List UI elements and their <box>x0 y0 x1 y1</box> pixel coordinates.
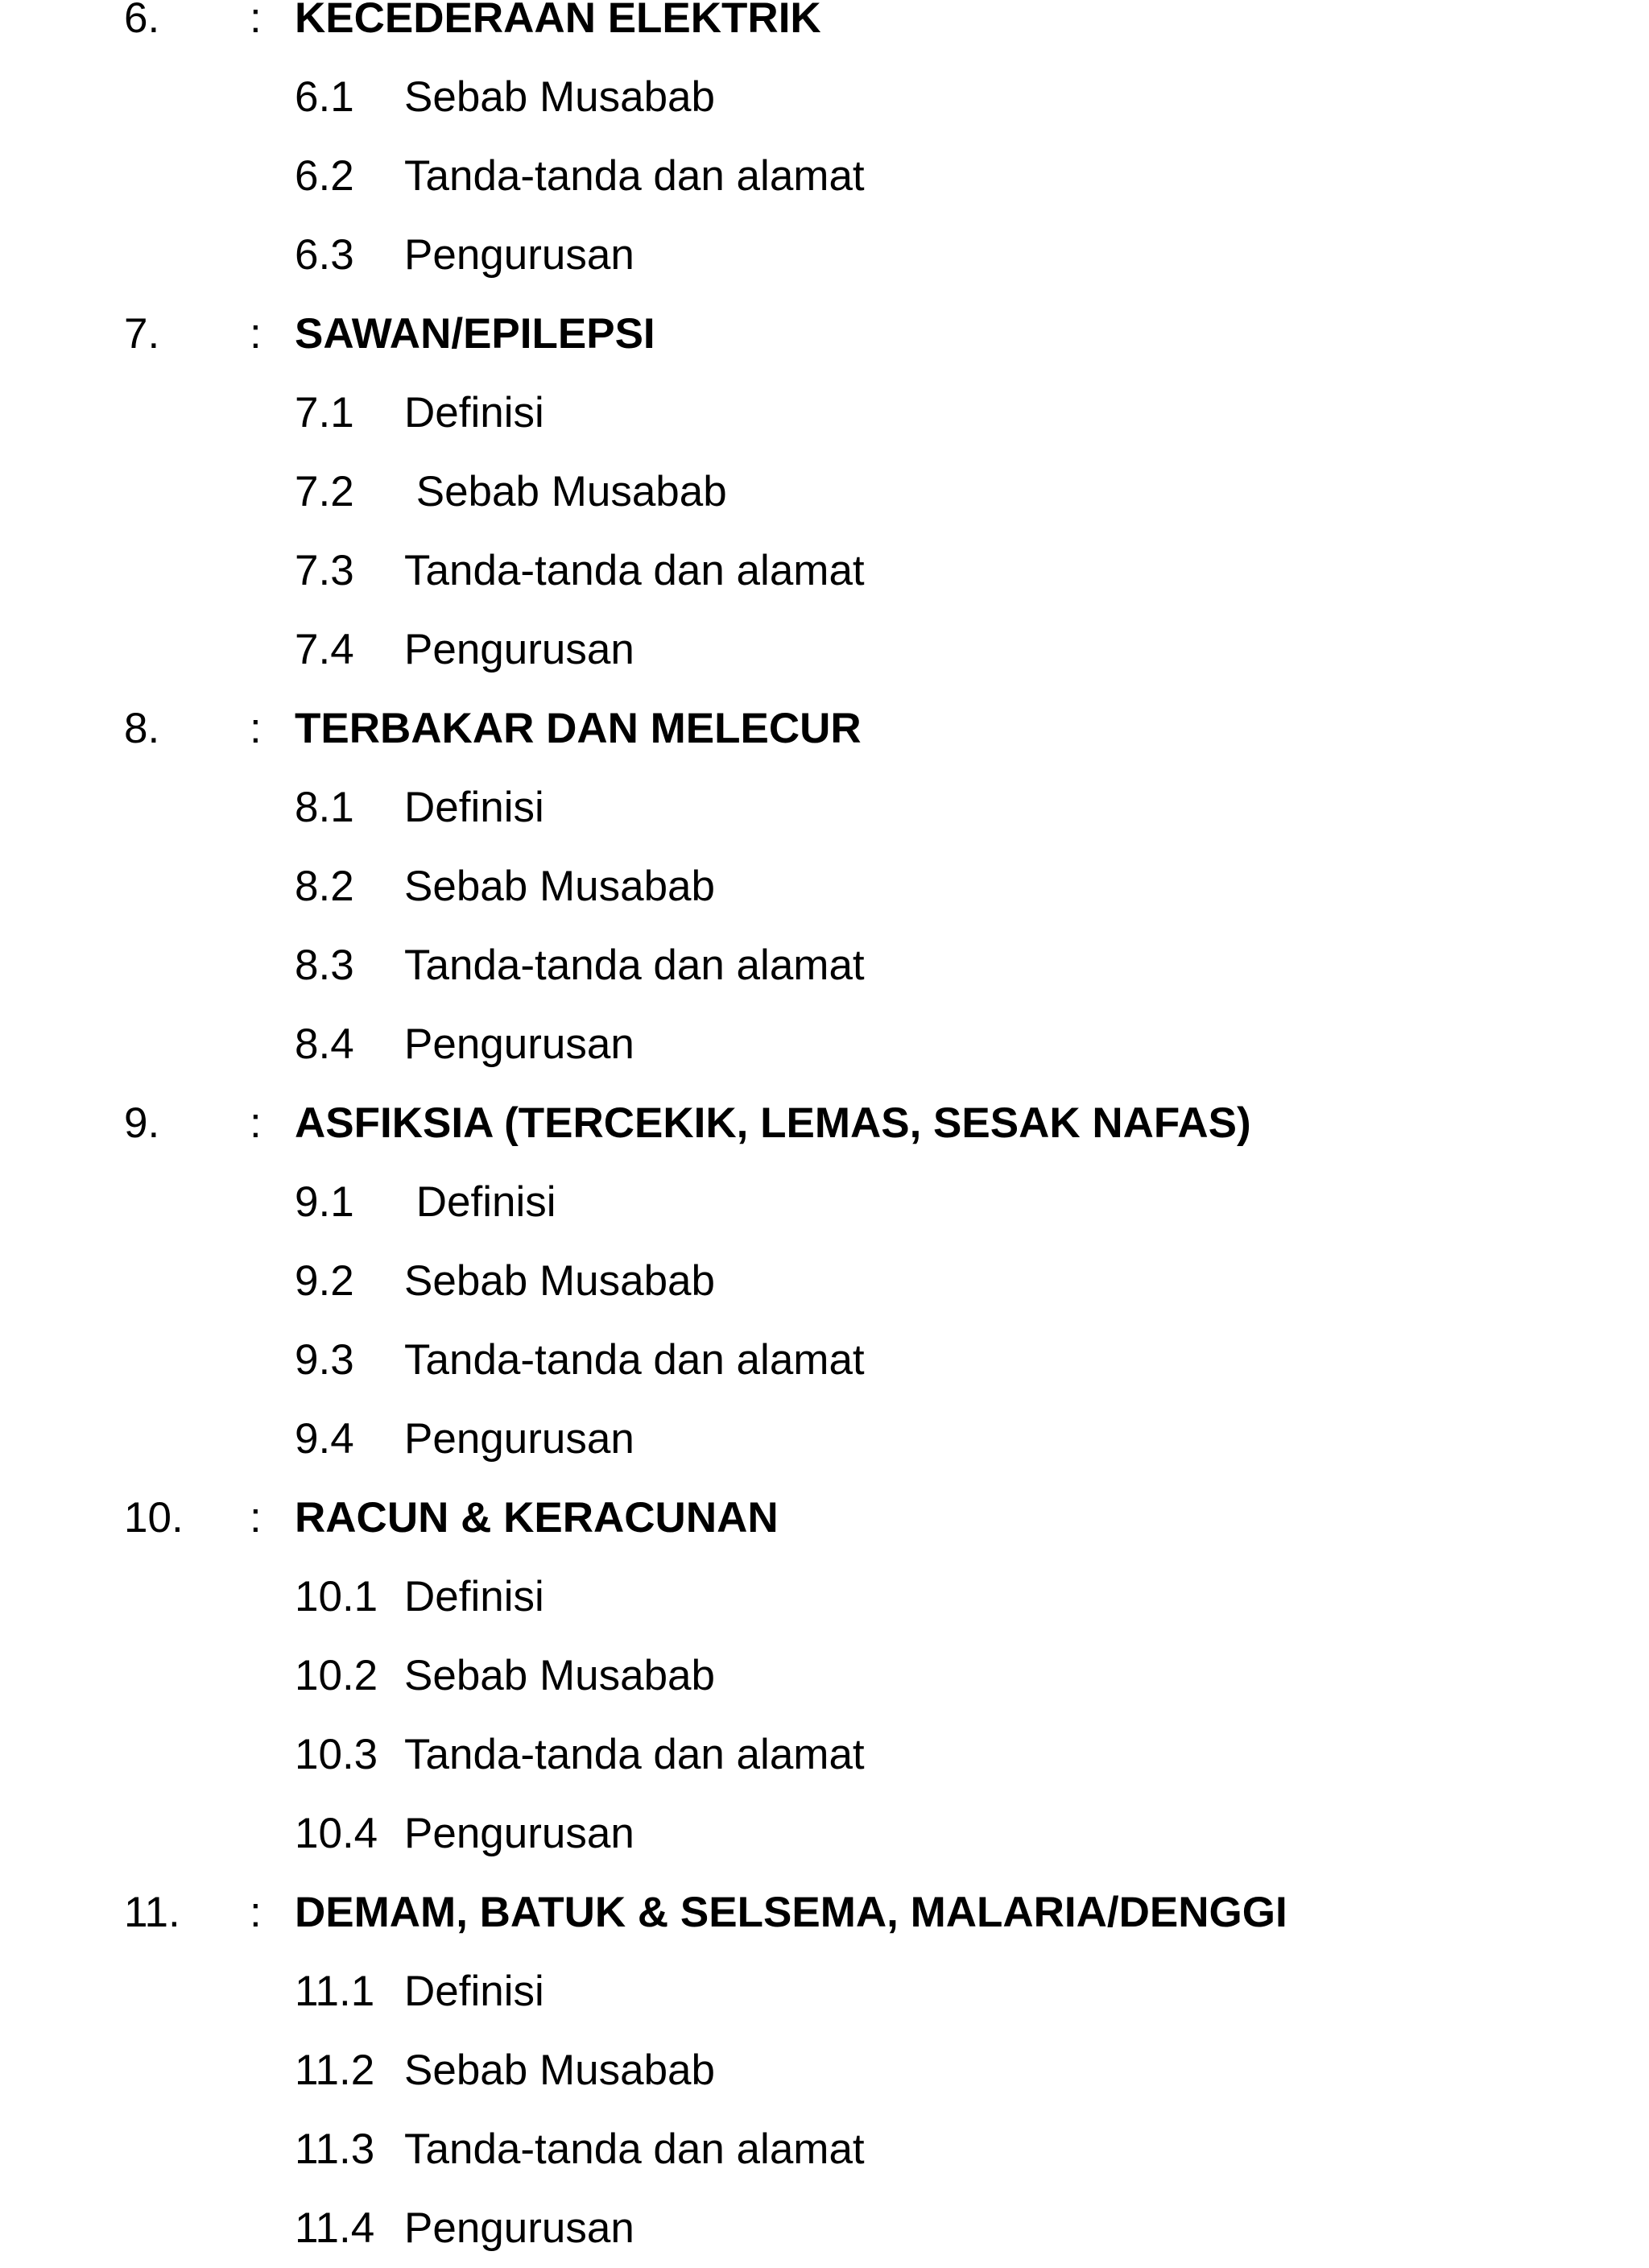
section-colon: : <box>250 705 262 752</box>
subsection-row <box>0 453 1649 532</box>
subsection-row <box>0 1321 1649 1400</box>
section-colon: : <box>250 0 262 42</box>
subsection-row <box>0 1163 1649 1242</box>
subsection-text: Pengurusan <box>404 1810 634 1857</box>
subsection-number: 8.2 <box>295 863 354 910</box>
subsection-text: Definisi <box>404 389 544 437</box>
subsection-text: Tanda-tanda dan alamat <box>404 942 865 989</box>
subsection-text: Definisi <box>404 784 544 831</box>
section-number: 8. <box>124 705 160 752</box>
section-colon: : <box>250 1099 262 1147</box>
subsection-row <box>0 374 1649 453</box>
section-heading-row <box>0 295 1649 374</box>
subsection-number: 11.2 <box>295 2047 375 2094</box>
subsection-row <box>0 1400 1649 1479</box>
subsection-row <box>0 532 1649 610</box>
subsection-text: Definisi <box>404 1573 544 1620</box>
subsection-text: Sebab Musabab <box>404 863 716 910</box>
subsection-text: Sebab Musabab <box>404 73 716 121</box>
section-colon: : <box>250 1494 262 1542</box>
subsection-number: 8.4 <box>295 1020 354 1068</box>
subsection-number: 9.2 <box>295 1257 354 1305</box>
section-number: 7. <box>124 310 160 358</box>
subsection-text: Pengurusan <box>404 2204 634 2252</box>
subsection-number: 10.3 <box>295 1731 378 1778</box>
subsection-text: Definisi <box>404 1968 544 2015</box>
subsection-text: Pengurusan <box>404 231 634 279</box>
subsection-number: 11.3 <box>295 2125 375 2173</box>
subsection-row <box>0 1005 1649 1084</box>
subsection-text: Pengurusan <box>404 1020 634 1068</box>
section-title: TERBAKAR DAN MELECUR <box>295 705 862 752</box>
subsection-text: Tanda-tanda dan alamat <box>404 2125 865 2173</box>
subsection-row <box>0 1558 1649 1637</box>
section-number: 9. <box>124 1099 160 1147</box>
section-number: 11. <box>124 1889 180 1936</box>
section-heading-row <box>0 0 1649 58</box>
subsection-number: 10.1 <box>295 1573 378 1620</box>
subsection-text: Sebab Musabab <box>404 468 727 515</box>
subsection-number: 11.1 <box>295 1968 375 2015</box>
subsection-number: 9.4 <box>295 1415 354 1463</box>
subsection-text: Sebab Musabab <box>404 1257 716 1305</box>
subsection-number: 6.3 <box>295 231 354 279</box>
subsection-row <box>0 768 1649 847</box>
subsection-row <box>0 1715 1649 1794</box>
section-colon: : <box>250 1889 262 1936</box>
subsection-row <box>0 2110 1649 2189</box>
subsection-number: 9.3 <box>295 1336 354 1384</box>
section-title: SAWAN/EPILEPSI <box>295 310 655 358</box>
section-heading-row <box>0 1479 1649 1558</box>
subsection-row <box>0 2189 1649 2268</box>
subsection-number: 10.4 <box>295 1810 378 1857</box>
subsection-number: 6.1 <box>295 73 354 121</box>
subsection-text: Pengurusan <box>404 626 634 673</box>
subsection-text: Tanda-tanda dan alamat <box>404 152 865 200</box>
subsection-number: 6.2 <box>295 152 354 200</box>
section-title: KECEDERAAN ELEKTRIK <box>295 0 821 42</box>
section-number: 10. <box>124 1494 184 1542</box>
subsection-row <box>0 1952 1649 2031</box>
subsection-row <box>0 1242 1649 1321</box>
section-title: ASFIKSIA (TERCEKIK, LEMAS, SESAK NAFAS) <box>295 1099 1251 1147</box>
subsection-number: 7.4 <box>295 626 354 673</box>
subsection-row <box>0 216 1649 295</box>
section-title: DEMAM, BATUK & SELSEMA, MALARIA/DENGGI <box>295 1889 1287 1936</box>
subsection-text: Tanda-tanda dan alamat <box>404 1731 865 1778</box>
subsection-number: 8.3 <box>295 942 354 989</box>
subsection-row <box>0 1794 1649 1873</box>
section-colon: : <box>250 310 262 358</box>
subsection-number: 9.1 <box>295 1178 354 1226</box>
subsection-number: 7.2 <box>295 468 354 515</box>
subsection-number: 7.1 <box>295 389 354 437</box>
subsection-number: 7.3 <box>295 547 354 594</box>
subsection-row <box>0 847 1649 926</box>
subsection-row <box>0 610 1649 689</box>
subsection-row <box>0 2031 1649 2110</box>
subsection-row <box>0 58 1649 137</box>
subsection-text: Definisi <box>404 1178 556 1226</box>
subsection-text: Tanda-tanda dan alamat <box>404 547 865 594</box>
section-heading-row <box>0 1084 1649 1163</box>
subsection-row <box>0 1637 1649 1715</box>
subsection-row <box>0 926 1649 1005</box>
subsection-number: 11.4 <box>295 2204 375 2252</box>
subsection-text: Sebab Musabab <box>404 2047 716 2094</box>
section-title: RACUN & KERACUNAN <box>295 1494 779 1542</box>
subsection-number: 8.1 <box>295 784 354 831</box>
section-heading-row <box>0 689 1649 768</box>
subsection-text: Sebab Musabab <box>404 1652 716 1699</box>
subsection-text: Tanda-tanda dan alamat <box>404 1336 865 1384</box>
section-heading-row <box>0 1873 1649 1952</box>
subsection-number: 10.2 <box>295 1652 378 1699</box>
subsection-row <box>0 137 1649 216</box>
section-number: 6. <box>124 0 160 42</box>
subsection-text: Pengurusan <box>404 1415 634 1463</box>
